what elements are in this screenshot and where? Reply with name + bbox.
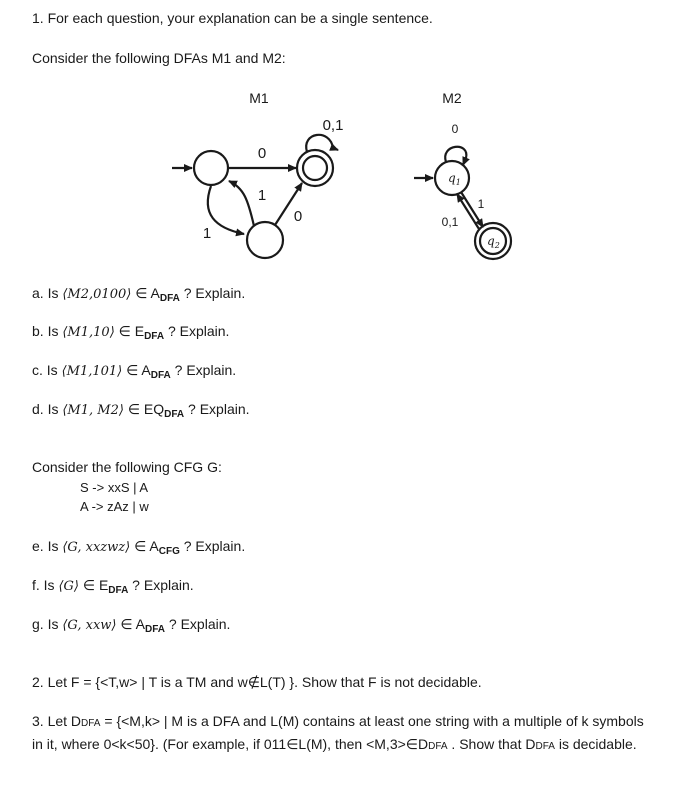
question-1f: f. Is ⟨G⟩ ∈ $E_{DFA}$ ? Explain.	[32, 577, 194, 596]
m2-edge-q2-q1	[457, 194, 479, 229]
cfg-intro: Consider the following CFG G:	[32, 459, 222, 475]
m2-label-01: 0,1	[441, 215, 459, 229]
question-1d: d. Is ⟨M1, M2⟩ ∈ $EQ_{DFA}$ ? Explain.	[32, 401, 250, 420]
m1-state-third	[247, 222, 283, 258]
m1-loop-label: 0,1	[322, 117, 344, 134]
m2-loop-label: 0	[451, 122, 459, 136]
question-1e: e. Is ⟨G, xxzwz⟩ ∈ $A_{CFG}$ ? Explain.	[32, 538, 246, 557]
question-1b: b. Is ⟨M1,10⟩ ∈ $E_{DFA}$ ? Explain.	[32, 323, 230, 342]
question-2: 2. Let F = {<T,w> | T is a TM and w∉L(T) }. Show that F is not decidable.	[32, 674, 482, 690]
dfa-intro: Consider the following DFAs M1 and M2:	[32, 50, 286, 66]
question-1c: c. Is ⟨M1,101⟩ ∈ $A_{DFA}$ ? Explain.	[32, 362, 237, 381]
dfa-diagrams	[0, 0, 681, 290]
m1-title: M1	[249, 90, 269, 106]
m1-label-0-diag: 0	[293, 208, 303, 225]
question-1g: g. Is ⟨G, xxw⟩ ∈ $A_{DFA}$ ? Explain.	[32, 616, 231, 635]
m2-q2-label: $q_2$	[487, 234, 500, 250]
cfg-rule-1: S -> xxS | A	[80, 480, 149, 495]
m2-q1-label: $q_1$	[448, 171, 461, 187]
m1-label-1-back: 1	[257, 187, 267, 204]
m1-label-1-left: 1	[202, 225, 212, 242]
question-1a: a. Is ⟨M2,0100⟩ ∈ $A_{DFA}$ ? Explain.	[32, 285, 246, 304]
question-1-heading: 1. For each question, your explanation can be a single sentence.	[32, 10, 433, 26]
question-3: 3. Let DDFA = {<M,k> | M is a DFA and L(M) contains at least one string with a multiple of k symbols in it, where 0<k<50}. (For example, if 011∈L(M), then <M,3>∈DDFA . Show that DDFA is decidable.	[32, 713, 644, 752]
m1-state-accept-inner	[303, 156, 327, 180]
m1-state-start	[194, 151, 228, 185]
m1-edge-third-start	[229, 181, 254, 226]
cfg-rule-2: A -> zAz | w	[80, 499, 149, 514]
m2-title: M2	[442, 90, 462, 106]
m2-label-1: 1	[477, 197, 485, 211]
m1-label-0-top: 0	[257, 145, 267, 162]
m1-edge-start-third	[208, 186, 244, 234]
